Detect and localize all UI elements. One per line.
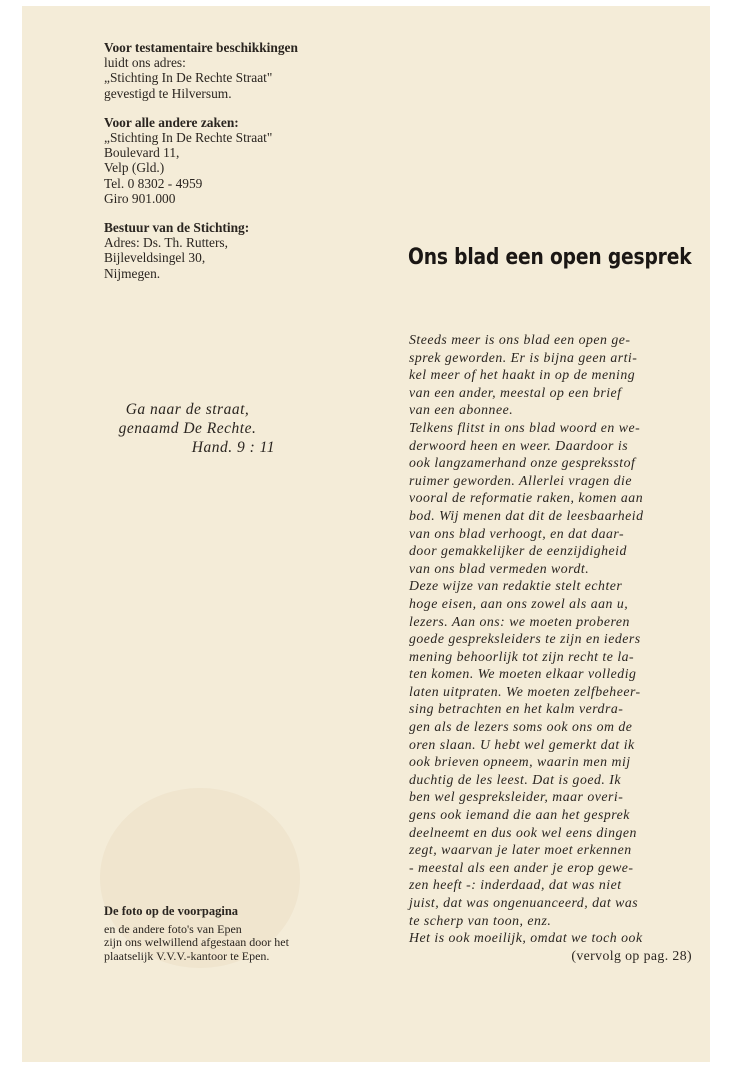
caption-line: en de andere foto's van Epen — [104, 921, 242, 936]
article-line: gen als de lezers soms ook ons om de — [409, 719, 633, 735]
article-line: goede gespreksleiders te zijn en ieders — [409, 631, 641, 647]
article-line: juist, dat was ongenuanceerd, dat was — [409, 895, 639, 910]
article-line: ook brieven opneem, waarin men mij — [409, 754, 631, 770]
info-line: Bijleveldsingel 30, — [104, 250, 206, 266]
caption-title: De foto op de voorpagina — [104, 904, 239, 918]
article-line: deelneemt en dus ook wel eens dingen — [409, 824, 637, 840]
info-line: Velp (Gld.) — [104, 160, 165, 176]
info-line: luidt ons adres: — [104, 55, 186, 71]
article-line: gens ook iemand die aan het gesprek — [409, 807, 630, 823]
motto-line: Ga naar de straat, — [125, 401, 250, 418]
article-line: derwoord heen en weer. Daardoor is — [409, 437, 629, 453]
article-line: van een abonnee. — [409, 402, 514, 418]
article-line: bod. Wij menen dat dit de leesbaarheid — [409, 507, 644, 523]
article-line: door gemakkelijker de eenzijdigheid — [409, 543, 627, 559]
article-line: Telkens flitst in ons blad woord en we- — [409, 419, 641, 435]
article-line: oren slaan. U hebt wel gemerkt dat ik — [409, 736, 635, 752]
article-line: zen heeft -: inderdaad, dat was niet — [409, 877, 622, 893]
board-block — [104, 220, 374, 281]
article-line: kel meer of het haakt in op de mening — [409, 367, 636, 383]
other-matters-heading: Voor alle andere zaken: — [104, 114, 239, 130]
article-line: hoge eisen, aan ons zowel als aan u, — [409, 595, 629, 611]
continued-note: (vervolg op pag. 28) — [571, 948, 692, 963]
article-line: van een ander, meestal op een brief — [409, 384, 622, 400]
article-line: ten komen. We moeten elkaar volledig — [409, 666, 637, 682]
info-line: Nijmegen. — [104, 265, 161, 281]
article-line: sing betrachten en het kalm verdra- — [409, 701, 624, 717]
article-line: Deze wijze van redaktie stelt echter — [409, 578, 623, 594]
motto-line: genaamd De Rechte. — [118, 420, 257, 437]
info-line: gevestigd te Hilversum. — [104, 85, 232, 101]
info-line: Adres: Ds. Th. Rutters, — [104, 235, 228, 251]
article-line: ben wel gespreksleider, maar overi- — [409, 789, 624, 805]
caption-line: plaatselijk V.V.V.-kantoor te Epen. — [104, 948, 270, 963]
article-line: vooral de reformatie raken, komen aan — [409, 490, 644, 506]
info-line: Boulevard 11, — [104, 145, 180, 161]
article-line: te scherp van toon, enz. — [409, 912, 552, 928]
article-headline: Ons blad een open gesprek — [408, 244, 692, 270]
article-line: - meestal als een ander je erop gewe- — [409, 859, 634, 875]
info-column — [104, 40, 374, 295]
article-line: van ons blad vermeden wordt. — [409, 560, 590, 576]
article-line: ook langzamerhand onze gespreksstof — [409, 455, 636, 471]
other-matters-block — [104, 115, 374, 206]
article-line: zegt, waarvan je later moet erkennen — [409, 842, 632, 858]
article-line: duchtig de les leest. Dat is goed. Ik — [409, 771, 621, 787]
info-line: „Stichting In De Rechte Straat" — [104, 130, 273, 146]
article-line: lezers. Aan ons: we moeten proberen — [409, 613, 630, 629]
article-line: mening behoorlijk tot zijn recht te la- — [409, 648, 635, 664]
testament-block — [104, 40, 374, 101]
motto-reference: Hand. 9 : 11 — [191, 439, 275, 456]
photo-caption — [104, 905, 374, 963]
article-line: laten uitpraten. We moeten zelfbeheer- — [409, 683, 641, 699]
article-line: van ons blad verhoogt, en dat daar- — [409, 525, 625, 541]
board-heading: Bestuur van de Stichting: — [104, 220, 250, 236]
article-body — [409, 331, 693, 947]
info-line: „Stichting In De Rechte Straat" — [104, 70, 273, 86]
article-line: ruimer geworden. Allerlei vragen die — [409, 472, 632, 488]
info-line: Tel. 0 8302 - 4959 — [104, 175, 203, 191]
motto-quote — [100, 400, 275, 457]
article-line: Het is ook moeilijk, omdat we toch ook — [409, 930, 643, 946]
article-line: Steeds meer is ons blad een open ge- — [409, 332, 631, 347]
article-line: sprek geworden. Er is bijna geen arti- — [409, 349, 638, 365]
testament-heading: Voor testamentaire beschikkingen — [104, 40, 298, 55]
caption-line: zijn ons welwillend afgestaan door het — [104, 935, 289, 949]
info-line: Giro 901.000 — [104, 190, 176, 206]
